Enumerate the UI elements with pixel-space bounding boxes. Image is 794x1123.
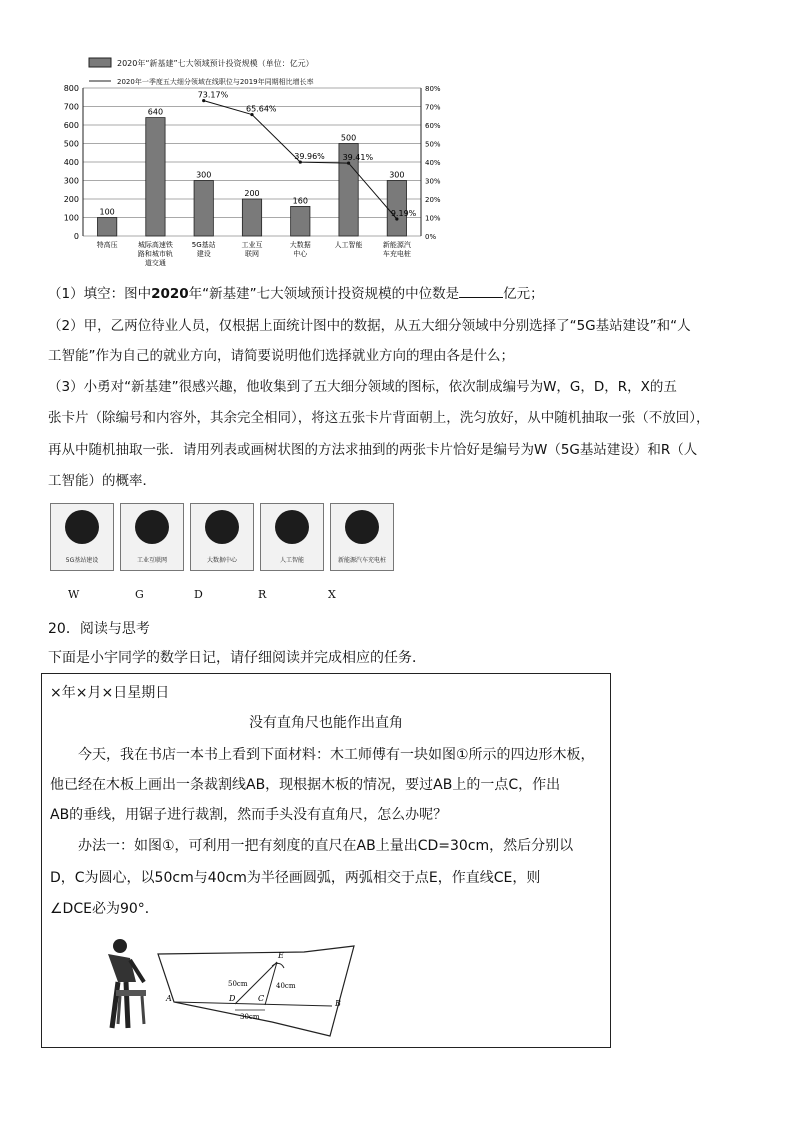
q1-end: 亿元；	[503, 286, 544, 302]
section-title: 20．阅读与思考	[48, 621, 150, 637]
section-intro: 下面是小宇同学的数学日记，请仔细阅读并完成相应的任务．	[48, 650, 426, 666]
point-c-label: C	[258, 994, 265, 1003]
x-tick-line: 特高压	[96, 241, 118, 249]
bar	[97, 218, 116, 237]
y-left-tick-label: 100	[63, 213, 79, 223]
card-w	[50, 503, 114, 571]
question-3-line-3: 再从中随机抽取一张．请用列表或画树状图的方法求抽到的两张卡片恰好是编号为W（5G基站建设）和R（人	[48, 442, 698, 458]
y-right-tick-label: 70%	[425, 103, 441, 112]
x-tick-line: 工业互	[241, 241, 263, 249]
factory-icon	[135, 510, 169, 544]
question-2-line-1: （2）甲，乙两位待业人员，仅根据上面统计图中的数据，从五大细分领域中分别选择了“5G基站建设”和“人	[48, 318, 691, 334]
y-left-tick-label: 400	[63, 158, 79, 167]
y-left-tick-label: 300	[63, 176, 79, 186]
x-tick-line: 5G基站	[191, 241, 216, 249]
q1-prefix: （1）填空：图中	[48, 286, 152, 302]
diary-date: ×年×月×日星期日	[50, 685, 170, 701]
diary-p2-line2: D，C为圆心，以50cm与40cm为半径画圆弧，两弧相交于点E，作直线CE，则	[50, 870, 541, 886]
y-right-tick-label: 10%	[425, 214, 441, 223]
legend-bar-label: 2020年“新基建”七大领域预计投资规模（单位：亿元）	[117, 59, 314, 68]
x-tick-line: 新能源汽	[382, 241, 411, 249]
bar-value-label: 640	[147, 107, 164, 117]
diary-box	[41, 673, 611, 1048]
y-right-tick-label: 60%	[425, 122, 441, 130]
legend-bar-swatch	[89, 58, 111, 67]
diary-heading: 没有直角尺也能作出直角	[249, 715, 403, 731]
x-tick-line: 城际高速铁	[137, 241, 173, 249]
bar-value-label: 500	[340, 133, 357, 143]
diary-p2-line1: 办法一：如图①，可利用一把有刻度的直尺在AB上量出CD=30cm，然后分别以	[78, 838, 574, 854]
x-tick-label	[290, 240, 311, 258]
bar-value-label: 300	[389, 170, 405, 180]
card-r	[260, 503, 324, 571]
x-tick-line: 建设	[196, 250, 211, 258]
length-ce-label: 40cm	[276, 982, 296, 990]
bar	[242, 199, 261, 236]
growth-point-label: 9.19%	[390, 208, 417, 218]
card-label: 新能源汽车充电桩	[337, 557, 386, 564]
point-e-label: E	[278, 951, 284, 960]
question-2-line-2: 工智能”作为自己的就业方向，请简要说明他们选择就业方向的理由各是什么；	[48, 348, 514, 364]
bar	[291, 206, 310, 236]
icon-cards	[46, 503, 398, 571]
card-label: 工业互联网	[136, 557, 167, 564]
question-3-line-4: 工智能）的概率．	[48, 473, 156, 489]
x-tick-line: 路和城市轨	[137, 250, 173, 258]
y-left-tick-label: 500	[63, 139, 79, 149]
investment-chart	[45, 48, 445, 267]
bar-value-label: 300	[196, 170, 212, 180]
carpenter-illustration	[78, 932, 158, 1037]
board-figure	[154, 944, 364, 1039]
bar	[194, 181, 213, 237]
growth-point-label: 39.41%	[342, 153, 374, 163]
growth-point-label: 73.17%	[197, 90, 229, 100]
x-tick-label	[192, 240, 216, 258]
x-tick-label	[138, 240, 173, 267]
y-left-tick-label: 800	[63, 84, 79, 93]
card-code-r: R	[258, 588, 267, 601]
x-tick-line: 人工智能	[334, 241, 363, 249]
cloud-icon	[205, 510, 239, 544]
legend-line-label: 2020年一季度五大细分领域在线职位与2019年同期相比增长率	[117, 78, 314, 86]
card-x	[330, 503, 394, 571]
x-tick-line: 大数据	[289, 241, 311, 249]
card-g	[120, 503, 184, 571]
y-right-tick-label: 50%	[425, 140, 441, 149]
growth-point-label: 39.96%	[294, 152, 325, 162]
bar-value-label: 160	[292, 196, 308, 206]
y-left-tick-label: 200	[63, 195, 79, 204]
q1-year: 2020	[151, 286, 189, 302]
charger-icon	[345, 510, 379, 544]
card-label: 5G基站建设	[65, 557, 99, 564]
length-de-label: 50cm	[228, 980, 248, 988]
question-3-line-1: （3）小勇对“新基建”很感兴趣，他收集到了五大细分领域的图标，依次制成编号为W，G，D，R，X的五	[48, 379, 677, 395]
diary-p1-line2: 他已经在木板上画出一条裁割线AB，现根据木板的情况，要过AB上的一点C，作出	[50, 777, 561, 793]
y-right-tick-label: 20%	[425, 196, 441, 204]
x-tick-label	[383, 240, 411, 258]
robot-head-icon	[275, 510, 309, 544]
x-tick-label	[97, 240, 118, 249]
answer-blank[interactable]	[459, 285, 503, 298]
x-tick-label	[242, 240, 263, 258]
card-code-d: D	[194, 588, 203, 601]
y-left-tick-label: 600	[63, 121, 79, 130]
diary-p1-line1: 今天，我在书店一本书上看到下面材料：木工师傅有一块如图①所示的四边形木板，	[78, 747, 595, 763]
diary-p2-line3: ∠DCE必为90°．	[50, 901, 159, 917]
x-tick-line: 中心	[293, 250, 308, 258]
card-d	[190, 503, 254, 571]
y-right-tick-label: 40%	[425, 159, 441, 167]
y-right-tick-label: 30%	[425, 177, 441, 186]
y-right-tick-label: 0%	[425, 233, 437, 241]
growth-point-label: 65.64%	[246, 104, 277, 114]
x-tick-line: 联网	[245, 250, 259, 258]
card-code-w: W	[68, 588, 80, 601]
card-code-g: G	[135, 588, 144, 601]
card-code-x: X	[328, 588, 336, 601]
card-label: 大数据中心	[206, 557, 237, 564]
card-label: 人工智能	[279, 557, 304, 564]
point-b-label: B	[335, 999, 341, 1008]
diary-p1-line3: AB的垂线，用锯子进行裁割，然而手头没有直角尺，怎么办呢？	[50, 807, 448, 823]
y-left-tick-label: 700	[63, 102, 79, 112]
point-a-label: A	[166, 994, 172, 1003]
question-3-line-2: 张卡片（除编号和内容外，其余完全相同），将这五张卡片背面朝上，洗匀放好，从中随机抽取一张（不放回），	[48, 410, 710, 426]
x-tick-line: 道交通	[144, 259, 166, 267]
q1-text: 年“新基建”七大领域预计投资规模的中位数是	[188, 286, 460, 302]
y-right-tick-label: 80%	[425, 85, 441, 93]
y-left-tick-label: 0	[73, 232, 79, 241]
point-d-label: D	[229, 994, 236, 1003]
length-dc-label: 30cm	[240, 1013, 260, 1021]
bar-value-label: 200	[244, 189, 260, 198]
antenna-icon	[65, 510, 99, 544]
x-tick-line: 车充电桩	[382, 250, 411, 258]
question-1	[48, 284, 544, 304]
bar-value-label: 100	[99, 207, 115, 217]
bar	[146, 118, 165, 236]
x-tick-label	[335, 240, 363, 249]
